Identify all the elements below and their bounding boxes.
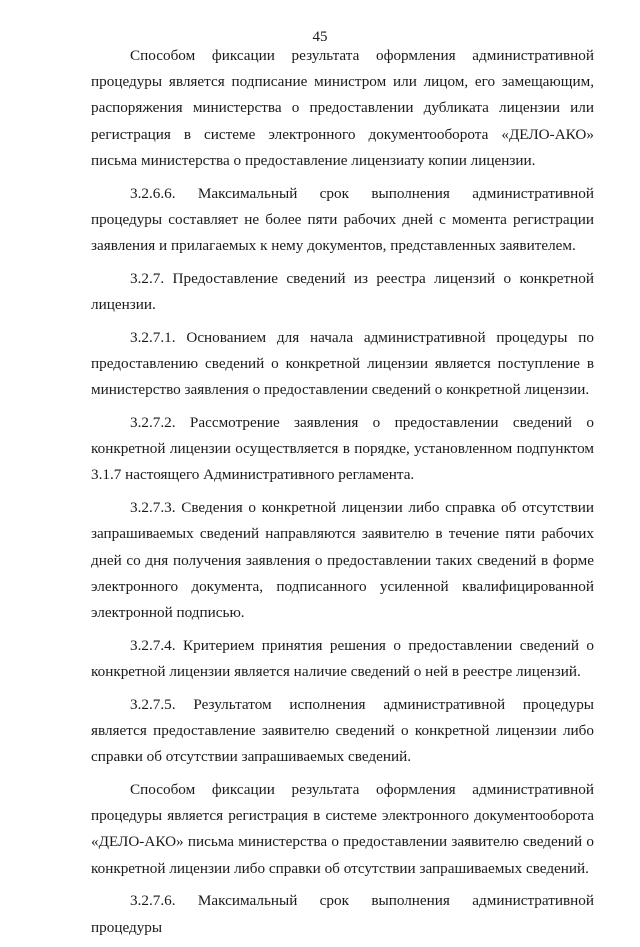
paragraph-3-2-6-6: 3.2.6.6. Максимальный срок выполнения административной процедуры составляет не более пяти рабочих дней с момента регистрации заявления и прилагаемых к нему документов, представленных заявителем.: [91, 184, 594, 255]
paragraph-3-2-7-3: 3.2.7.3. Сведения о конкретной лицензии либо справка об отсутствии запрашиваемых сведений направляются заявителю в течение пяти рабочих дней со дня получения заявления о предоставлении таких сведений в форме электронного документа, подписанного усиленной квалифицированной электронной подписью.: [91, 499, 594, 622]
paragraph-3-2-7-5: 3.2.7.5. Результатом исполнения административной процедуры является предоставление заявителю сведений о конкретной лицензии либо справки об отсутствии запрашиваемых сведений.: [91, 695, 594, 766]
document-body: [91, 43, 594, 947]
paragraph-fixation-registration: Способом фиксации результата оформления административной процедуры является регистрация в системе электронного документооборота «ДЕЛО-АКО» письма министерства о предоставлении заявителю сведений о конкретной лицензии либо справки об отсутствии запрашиваемых сведений.: [91, 781, 594, 877]
paragraph-3-2-7: 3.2.7. Предоставление сведений из реестра лицензий о конкретной лицензии.: [91, 269, 594, 314]
paragraph-3-2-7-2: 3.2.7.2. Рассмотрение заявления о предоставлении сведений о конкретной лицензии осуществляется в порядке, установленном подпунктом 3.1.7 настоящего Административного регламента.: [91, 414, 594, 484]
paragraph-3-2-7-6: 3.2.7.6. Максимальный срок выполнения административной процедуры: [91, 892, 594, 936]
paragraph-3-2-7-4: 3.2.7.4. Критерием принятия решения о предоставлении сведений о конкретной лицензии является наличие сведений о ней в реестре лицензий.: [91, 636, 594, 681]
paragraph-fixation-duplicate: Способом фиксации результата оформления административной процедуры является подписание министром или лицом, его замещающим, распоряжения министерства о предоставлении дубликата лицензии или регистрация в системе электронного документооборота «ДЕЛО-АКО» письма министерства о предоставление лицензиату копии лицензии.: [91, 47, 594, 169]
paragraph-3-2-7-1: 3.2.7.1. Основанием для начала административной процедуры по предоставлению сведений о конкретной лицензии является поступление в министерство заявления о предоставлении сведений о конкретной лицензии.: [91, 328, 594, 399]
page-number: 45: [312, 29, 328, 45]
